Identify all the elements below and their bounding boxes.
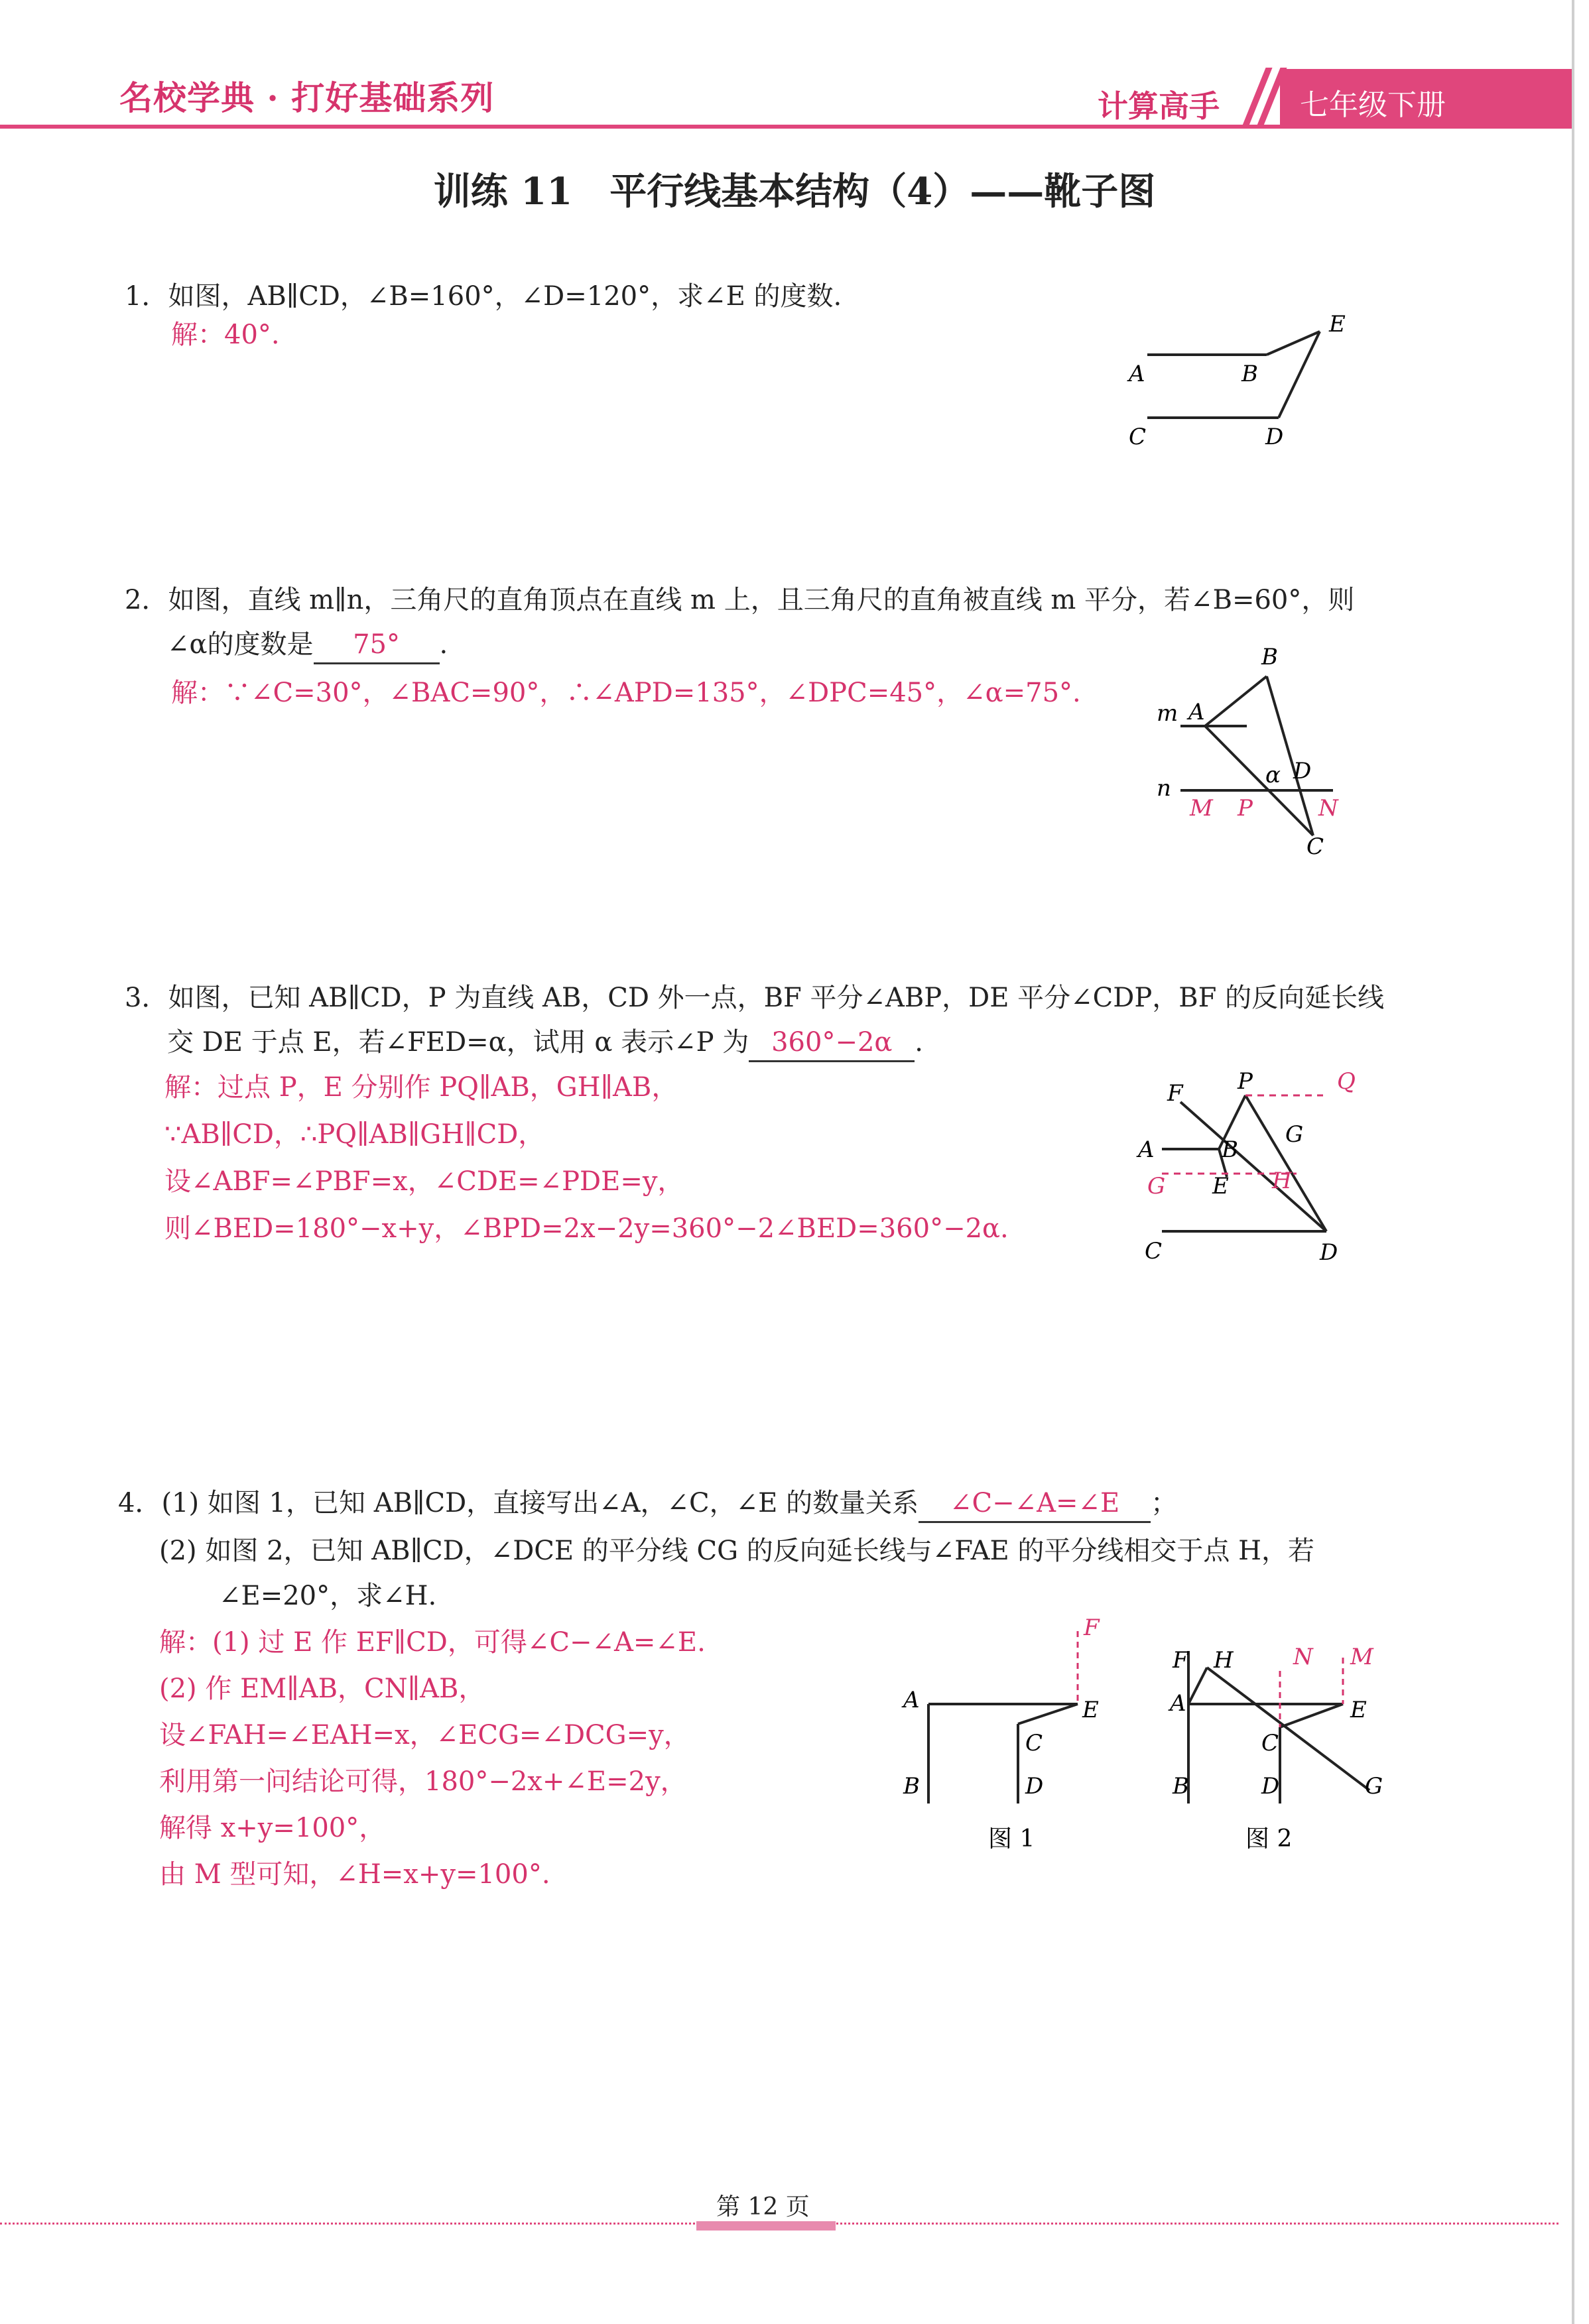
label-n: n <box>1157 775 1171 802</box>
label-m-point: M <box>1190 795 1213 822</box>
label-g-right: G <box>1285 1121 1304 1148</box>
line-ec <box>1280 1704 1343 1727</box>
label-n-point: N <box>1318 795 1338 822</box>
q4-text-line1 <box>118 1485 1177 1523</box>
page-number: 第 12 页 <box>716 2193 810 2221</box>
fig2-caption: 图 2 <box>1245 1825 1293 1853</box>
label-e: E <box>1082 1697 1099 1723</box>
q4-solution-2: (2) 作 EM∥AB，CN∥AB， <box>159 1674 485 1704</box>
label-c: C <box>1261 1730 1279 1756</box>
label-e: E <box>1350 1697 1367 1723</box>
label-a: A <box>1138 1136 1155 1163</box>
label-f: F <box>1173 1647 1188 1674</box>
label-h: H <box>1214 1647 1234 1674</box>
q3-figure <box>1121 1061 1373 1273</box>
q4-suffix: ； <box>1151 1488 1178 1518</box>
label-b: B <box>1241 361 1258 387</box>
line-ab <box>1205 676 1267 726</box>
label-a: A <box>1129 361 1145 387</box>
label-g: G <box>1147 1173 1166 1199</box>
label-f: F <box>1084 1615 1100 1641</box>
label-m: M <box>1350 1644 1373 1670</box>
label-alpha: α <box>1265 762 1281 788</box>
q4-solution-6: 由 M 型可知，∠H=x+y=100°. <box>159 1859 550 1890</box>
line-hg <box>1207 1668 1369 1790</box>
label-c: C <box>1129 424 1147 450</box>
label-h: H <box>1272 1168 1292 1194</box>
line-fe-bd <box>1180 1102 1326 1231</box>
q4-answer: ∠C−∠A=∠E <box>919 1485 1151 1523</box>
q4-solution-1: 解：(1) 过 E 作 EF∥CD，可得∠C−∠A=∠E. <box>159 1627 706 1658</box>
q2-solution: 解：∵∠C=30°，∠BAC=90°，∴∠APD=135°，∠DPC=45°，∠α=75°. <box>171 678 1081 708</box>
q3-solution-1: 解：过点 P，E 分别作 PQ∥AB，GH∥AB， <box>164 1072 678 1103</box>
q3-solution-2: ∵AB∥CD，∴PQ∥AB∥GH∥CD， <box>164 1119 545 1150</box>
label-m: m <box>1157 700 1178 727</box>
line-ed <box>1279 332 1320 418</box>
q3-suffix: . <box>915 1027 923 1058</box>
page-title: 训练 11 平行线基本结构（4）——靴子图 <box>433 170 1156 214</box>
label-d: D <box>1320 1239 1338 1266</box>
q4-solution-3: 设∠FAH=∠EAH=x，∠ECG=∠DCG=y， <box>159 1720 690 1750</box>
label-d: D <box>1261 1773 1280 1800</box>
label-b: B <box>1261 644 1278 670</box>
grade-label: 七年级下册 <box>1300 88 1446 122</box>
q1-solution: 解：40°. <box>171 320 280 350</box>
label-p: P <box>1238 795 1253 822</box>
q2-text-line2 <box>167 627 448 664</box>
page-edge <box>1572 0 1574 2324</box>
q2-suffix: . <box>439 629 448 660</box>
label-e: E <box>1329 312 1346 337</box>
label-n: N <box>1293 1644 1313 1670</box>
fig1-caption: 图 1 <box>988 1825 1035 1853</box>
series-title: 名校学典 · 打好基础系列 <box>119 78 495 117</box>
q4-prefix: 4．(1) 如图 1，已知 AB∥CD，直接写出∠A，∠C，∠E 的数量关系 <box>118 1488 919 1518</box>
footer-bar <box>696 2221 836 2231</box>
q2-answer: 75° <box>314 627 440 664</box>
q2-prefix: ∠α的度数是 <box>167 629 314 660</box>
q3-text-line1: 3．如图，已知 AB∥CD，P 为直线 AB，CD 外一点，BF 平分∠ABP，DE 平分∠CDP，BF 的反向延长线 <box>125 983 1385 1013</box>
label-b: B <box>903 1773 920 1800</box>
q1-figure <box>1114 312 1366 458</box>
label-b: B <box>1173 1773 1189 1800</box>
label-c: C <box>1306 833 1324 860</box>
q3-answer: 360°−2α <box>749 1024 915 1062</box>
label-a: A <box>903 1687 920 1713</box>
q4-solution-5: 解得 x+y=100°， <box>159 1813 386 1843</box>
label-q: Q <box>1337 1068 1356 1095</box>
line-ha <box>1188 1668 1207 1704</box>
line-ec <box>1018 1704 1078 1724</box>
q3-solution-3: 设∠ABF=∠PBF=x，∠CDE=∠PDE=y， <box>164 1166 684 1197</box>
q4-text-line3: ∠E=20°，求∠H. <box>219 1581 437 1611</box>
q4-text-line2: (2) 如图 2，已知 AB∥CD，∠DCE 的平分线 CG 的反向延长线与∠FAE 的平分线相交于点 H，若 <box>159 1536 1314 1566</box>
q2-text-line1: 2．如图，直线 m∥n，三角尺的直角顶点在直线 m 上，且三角尺的直角被直线 m 平分，若∠B=60°，则 <box>125 585 1355 615</box>
line-pd <box>1245 1095 1326 1231</box>
label-g: G <box>1365 1773 1383 1800</box>
label-d: D <box>1265 424 1284 450</box>
q4-solution-4: 利用第一问结论可得，180°−2x+∠E=2y， <box>159 1766 687 1797</box>
q4-figure-2 <box>1154 1611 1419 1870</box>
label-d: D <box>1025 1773 1044 1800</box>
label-f: F <box>1167 1080 1183 1107</box>
label-c: C <box>1145 1238 1163 1264</box>
label-a: A <box>1170 1690 1186 1717</box>
q3-text-line2 <box>167 1024 923 1062</box>
q3-solution-4: 则∠BED=180°−x+y，∠BPD=2x−2y=360°−2∠BED=360°−2α. <box>164 1213 1009 1244</box>
label-e: E <box>1212 1173 1229 1199</box>
section-title: 计算高手 <box>1098 88 1220 124</box>
label-p: P <box>1238 1068 1253 1095</box>
q4-figure-1 <box>895 1611 1121 1870</box>
header-rule <box>0 125 1572 129</box>
label-b: B <box>1222 1136 1238 1163</box>
q1-text: 1．如图，AB∥CD，∠B=160°，∠D=120°，求∠E 的度数. <box>125 281 842 312</box>
label-c: C <box>1025 1730 1043 1756</box>
label-d: D <box>1293 758 1312 784</box>
q3-prefix: 交 DE 于点 E，若∠FED=α，试用 α 表示∠P 为 <box>167 1027 749 1058</box>
label-a: A <box>1188 699 1205 725</box>
q2-figure <box>1141 637 1366 862</box>
